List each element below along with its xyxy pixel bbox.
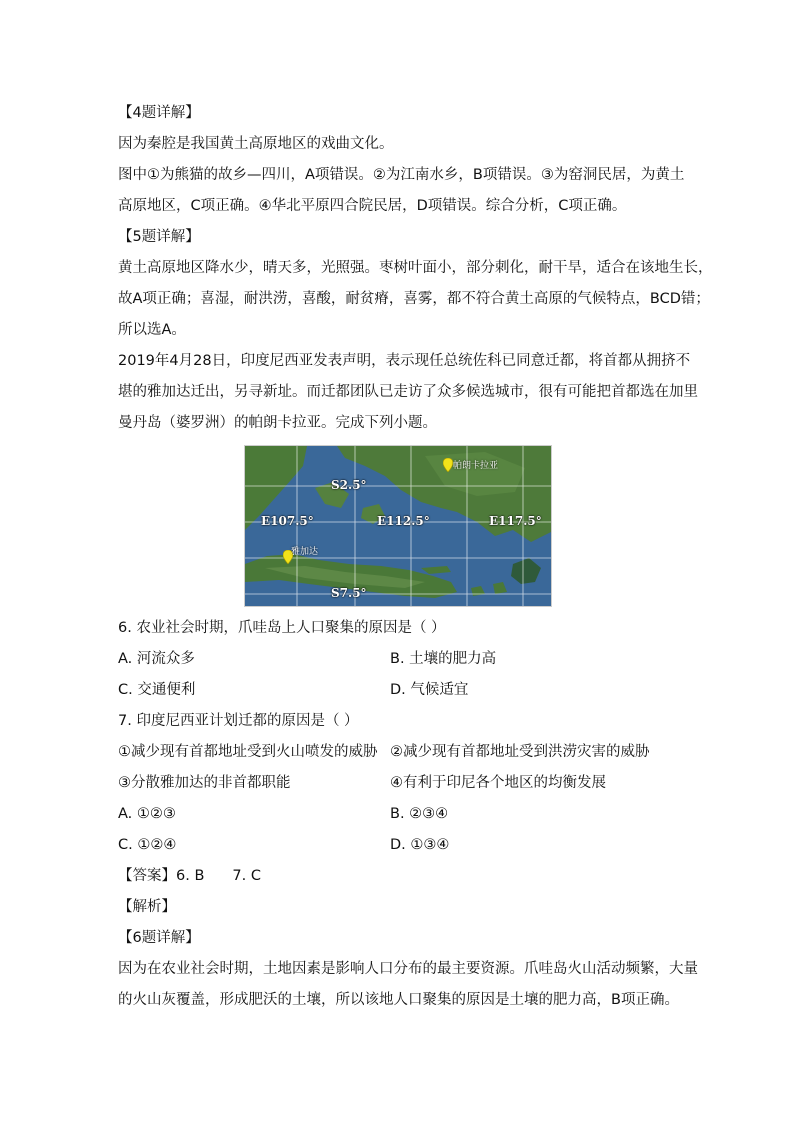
q7-option-b: B. ②③④	[390, 806, 449, 822]
answer-6: 6. B	[176, 868, 205, 884]
q6-options-row-2	[118, 675, 678, 706]
q6-stem: 6. 农业社会时期，爪哇岛上人口聚集的原因是（ ）	[118, 620, 446, 636]
answer-7: 7. C	[232, 868, 261, 884]
q6-analysis-heading: 【6题详解】	[118, 930, 200, 946]
q5-line-2: 故A项正确；喜湿，耐洪涝，喜酸，耐贫瘠，喜雾，都不符合黄土高原的气候特点，BCD错；	[118, 291, 710, 307]
city-label-jakarta: 雅加达	[291, 547, 319, 557]
intro-line-2: 堪的雅加达迁出，另寻新址。而迁都团队已走访了众多候选城市，很有可能把首都选在加里	[118, 384, 698, 400]
palangkaraya-pin-icon	[443, 458, 453, 472]
q7-statement-2: ②减少现有首都地址受到洪涝灾害的威胁	[390, 744, 650, 760]
answer-label: 【答案】	[118, 868, 176, 884]
q7-options-row-2	[118, 830, 678, 861]
q6-analysis-line-1: 因为在农业社会时期，土地因素是影响人口分布的最主要资源。爪哇岛火山活动频繁，大量	[118, 961, 698, 977]
q6-analysis-line-2: 的火山灰覆盖，形成肥沃的土壤，所以该地人口聚集的原因是土壤的肥力高，B项正确。	[118, 992, 679, 1008]
q5-line-3: 所以选A。	[118, 322, 186, 338]
q7-option-d: D. ①③④	[390, 837, 450, 853]
q7-option-c: C. ①②④	[118, 837, 177, 853]
analysis-label: 【解析】	[118, 899, 176, 915]
city-label-palangkaraya: 帕朗卡拉亚	[453, 461, 499, 471]
answer-line	[118, 861, 678, 892]
q4-heading: 【4题详解】	[118, 105, 200, 121]
q5-heading: 【5题详解】	[118, 229, 200, 245]
q7-statement-3: ③分散雅加达的非首都职能	[118, 775, 291, 791]
q7-statement-4: ④有利于印尼各个地区的均衡发展	[390, 775, 606, 791]
latitude-label-s7-5: S7.5°	[331, 586, 367, 600]
longitude-label-e107-5: E107.5°	[261, 514, 314, 528]
satellite-map	[244, 445, 552, 607]
q4-paragraph-1: 因为秦腔是我国黄土高原地区的戏曲文化。	[118, 136, 394, 152]
q4-paragraph-2-line-2: 高原地区，C项正确。④华北平原四合院民居，D项错误。综合分析，C项正确。	[118, 198, 627, 214]
q7-statements-row-1	[118, 737, 678, 768]
q4-paragraph-2-line-1: 图中①为熊猫的故乡—四川，A项错误。②为江南水乡，B项错误。③为窑洞民居，为黄土	[118, 167, 685, 183]
intro-line-3: 曼丹岛（婆罗洲）的帕朗卡拉亚。完成下列小题。	[118, 415, 437, 431]
latitude-label-s2-5: S2.5°	[331, 478, 367, 492]
q7-stem: 7. 印度尼西亚计划迁都的原因是（ ）	[118, 713, 359, 729]
longitude-label-e117-5: E117.5°	[489, 514, 542, 528]
q6-option-c: C. 交通便利	[118, 682, 196, 698]
longitude-label-e112-5: E112.5°	[377, 514, 430, 528]
q6-option-d: D. 气候适宜	[390, 682, 469, 698]
intro-line-1: 2019年4月28日，印度尼西亚发表声明，表示现任总统佐科已同意迁都，将首都从拥挤不	[118, 353, 691, 369]
q6-options-row-1	[118, 644, 678, 675]
q7-statement-1: ①减少现有首都地址受到火山喷发的威胁	[118, 744, 378, 760]
q6-option-a: A. 河流众多	[118, 651, 195, 667]
q5-line-1: 黄土高原地区降水少，晴天多，光照强。枣树叶面小，部分刺化，耐干旱，适合在该地生长，	[118, 260, 713, 276]
document-body	[118, 98, 713, 1016]
q7-options-row-1	[118, 799, 678, 830]
q6-option-b: B. 土壤的肥力高	[390, 651, 497, 667]
q7-statements-row-2	[118, 768, 678, 799]
q7-option-a: A. ①②③	[118, 806, 176, 822]
